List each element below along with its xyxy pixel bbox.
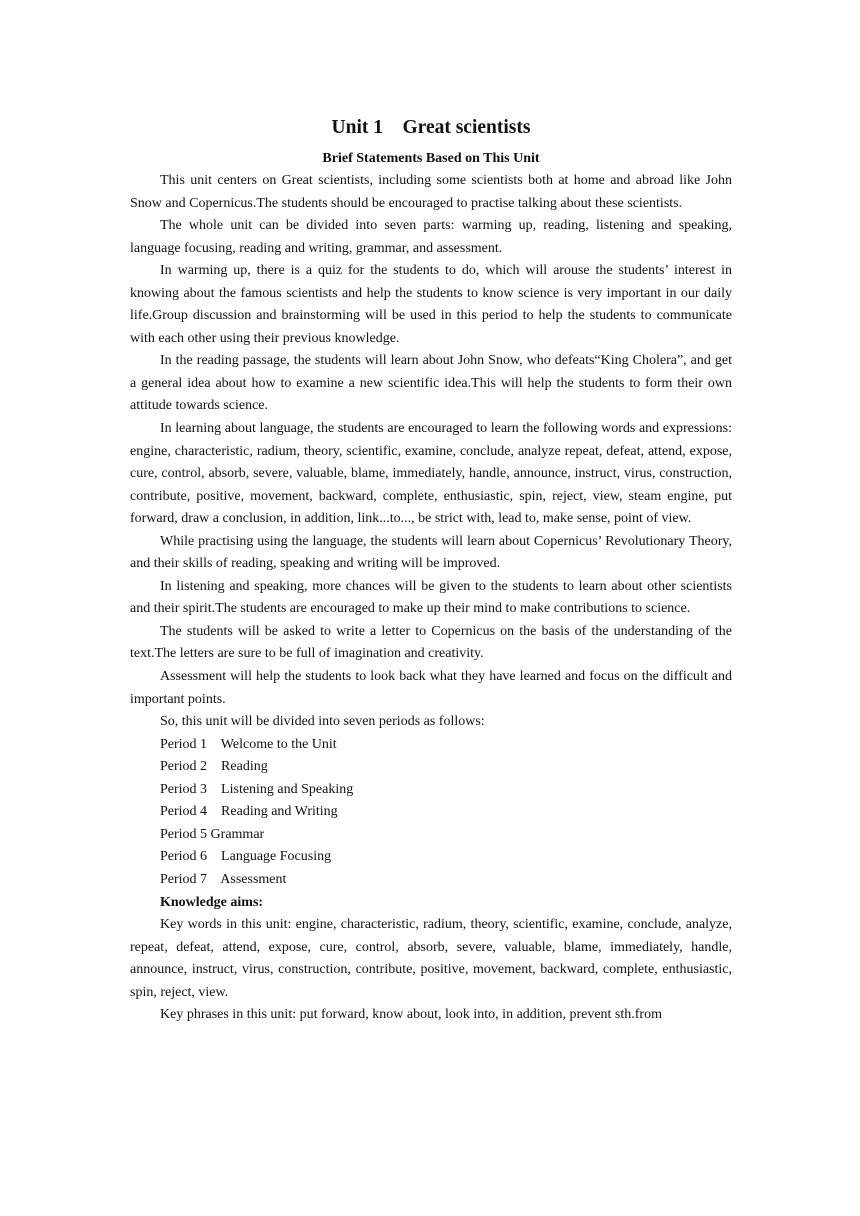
intro-paragraph: In the reading passage, the students will learn about John Snow, who defeats“King Cholera”, and get a general idea about how to examine a new scientific idea.This will help the students to form their own attitude towards science.	[130, 353, 732, 414]
intro-paragraph: Assessment will help the students to look back what they have learned and focus on the difficult and important points.	[130, 669, 732, 707]
unit-title: Unit 1 Great scientists	[331, 117, 531, 138]
period-item: Period 3 Listening and Speaking	[160, 781, 354, 797]
period-item: Period 2 Reading	[160, 759, 268, 775]
period-item: Period 6 Language Focusing	[160, 849, 332, 865]
period-item: Period 4 Reading and Writing	[160, 804, 338, 820]
period-list	[130, 734, 732, 892]
key-words-paragraph: Key words in this unit: engine, characteristic, radium, theory, scientific, examine, conclude, analyze, repeat, defeat, attend, expose, cure, control, absorb, severe, valuable, blame, immediately, handle, announce, instruct, virus, construction, contribute, positive, movement, backward, complete, enthusiastic, spin, reject, view.	[130, 917, 732, 1000]
intro-paragraph: While practising using the language, the students will learn about Copernicus’ Revolutionary Theory, and their skills of reading, speaking and writing will be improved.	[130, 533, 732, 572]
key-phrases-paragraph: Key phrases in this unit: put forward, know about, look into, in addition, prevent sth.from	[160, 1007, 662, 1023]
section-subtitle: Brief Statements Based on This Unit	[322, 151, 540, 166]
intro-paragraph: In listening and speaking, more chances will be given to the students to learn about other scientists and their spirit.The students are encouraged to make up their mind to make contributions to science.	[130, 578, 732, 617]
intro-paragraph: The students will be asked to write a letter to Copernicus on the basis of the understanding of the text.The letters are sure to be full of imagination and creativity.	[130, 623, 732, 662]
document-page	[130, 116, 732, 1027]
period-item: Period 5 Grammar	[160, 826, 265, 842]
period-item: Period 7 Assessment	[160, 871, 287, 887]
intro-paragraph: This unit centers on Great scientists, including some scientists both at home and abroad like John Snow and Copernicus.The students should be encouraged to practise talking about these scientists.	[130, 173, 732, 211]
intro-paragraph: So, this unit will be divided into seven periods as follows:	[160, 714, 485, 730]
intro-paragraph: In learning about language, the students are encouraged to learn the following words and expressions: engine, characteristic, radium, theory, scientific, examine, conclude, analyze repeat, defeat, attend, expose, cure, control, absorb, severe, valuable, blame, immediately, handle, announce, instruct, virus, construction, contribute, positive, movement, backward, complete, enthusiastic, spin, reject, view, steam engine, put forward, draw a conclusion, in addition, link...to..., be strict with, lead to, make sense, point of view.	[130, 421, 732, 527]
period-item: Period 1 Welcome to the Unit	[160, 736, 337, 752]
knowledge-aims-heading: Knowledge aims:	[160, 894, 264, 910]
intro-paragraph: In warming up, there is a quiz for the students to do, which will arouse the students’ interest in knowing about the famous scientists and help the students to know science is very important in our daily life.Group discussion and brainstorming will be used in this period to help the students to communicate with each other using their previous knowledge.	[130, 263, 732, 346]
intro-paragraph: The whole unit can be divided into seven parts: warming up, reading, listening and speaking, language focusing, reading and writing, grammar, and assessment.	[130, 218, 732, 256]
